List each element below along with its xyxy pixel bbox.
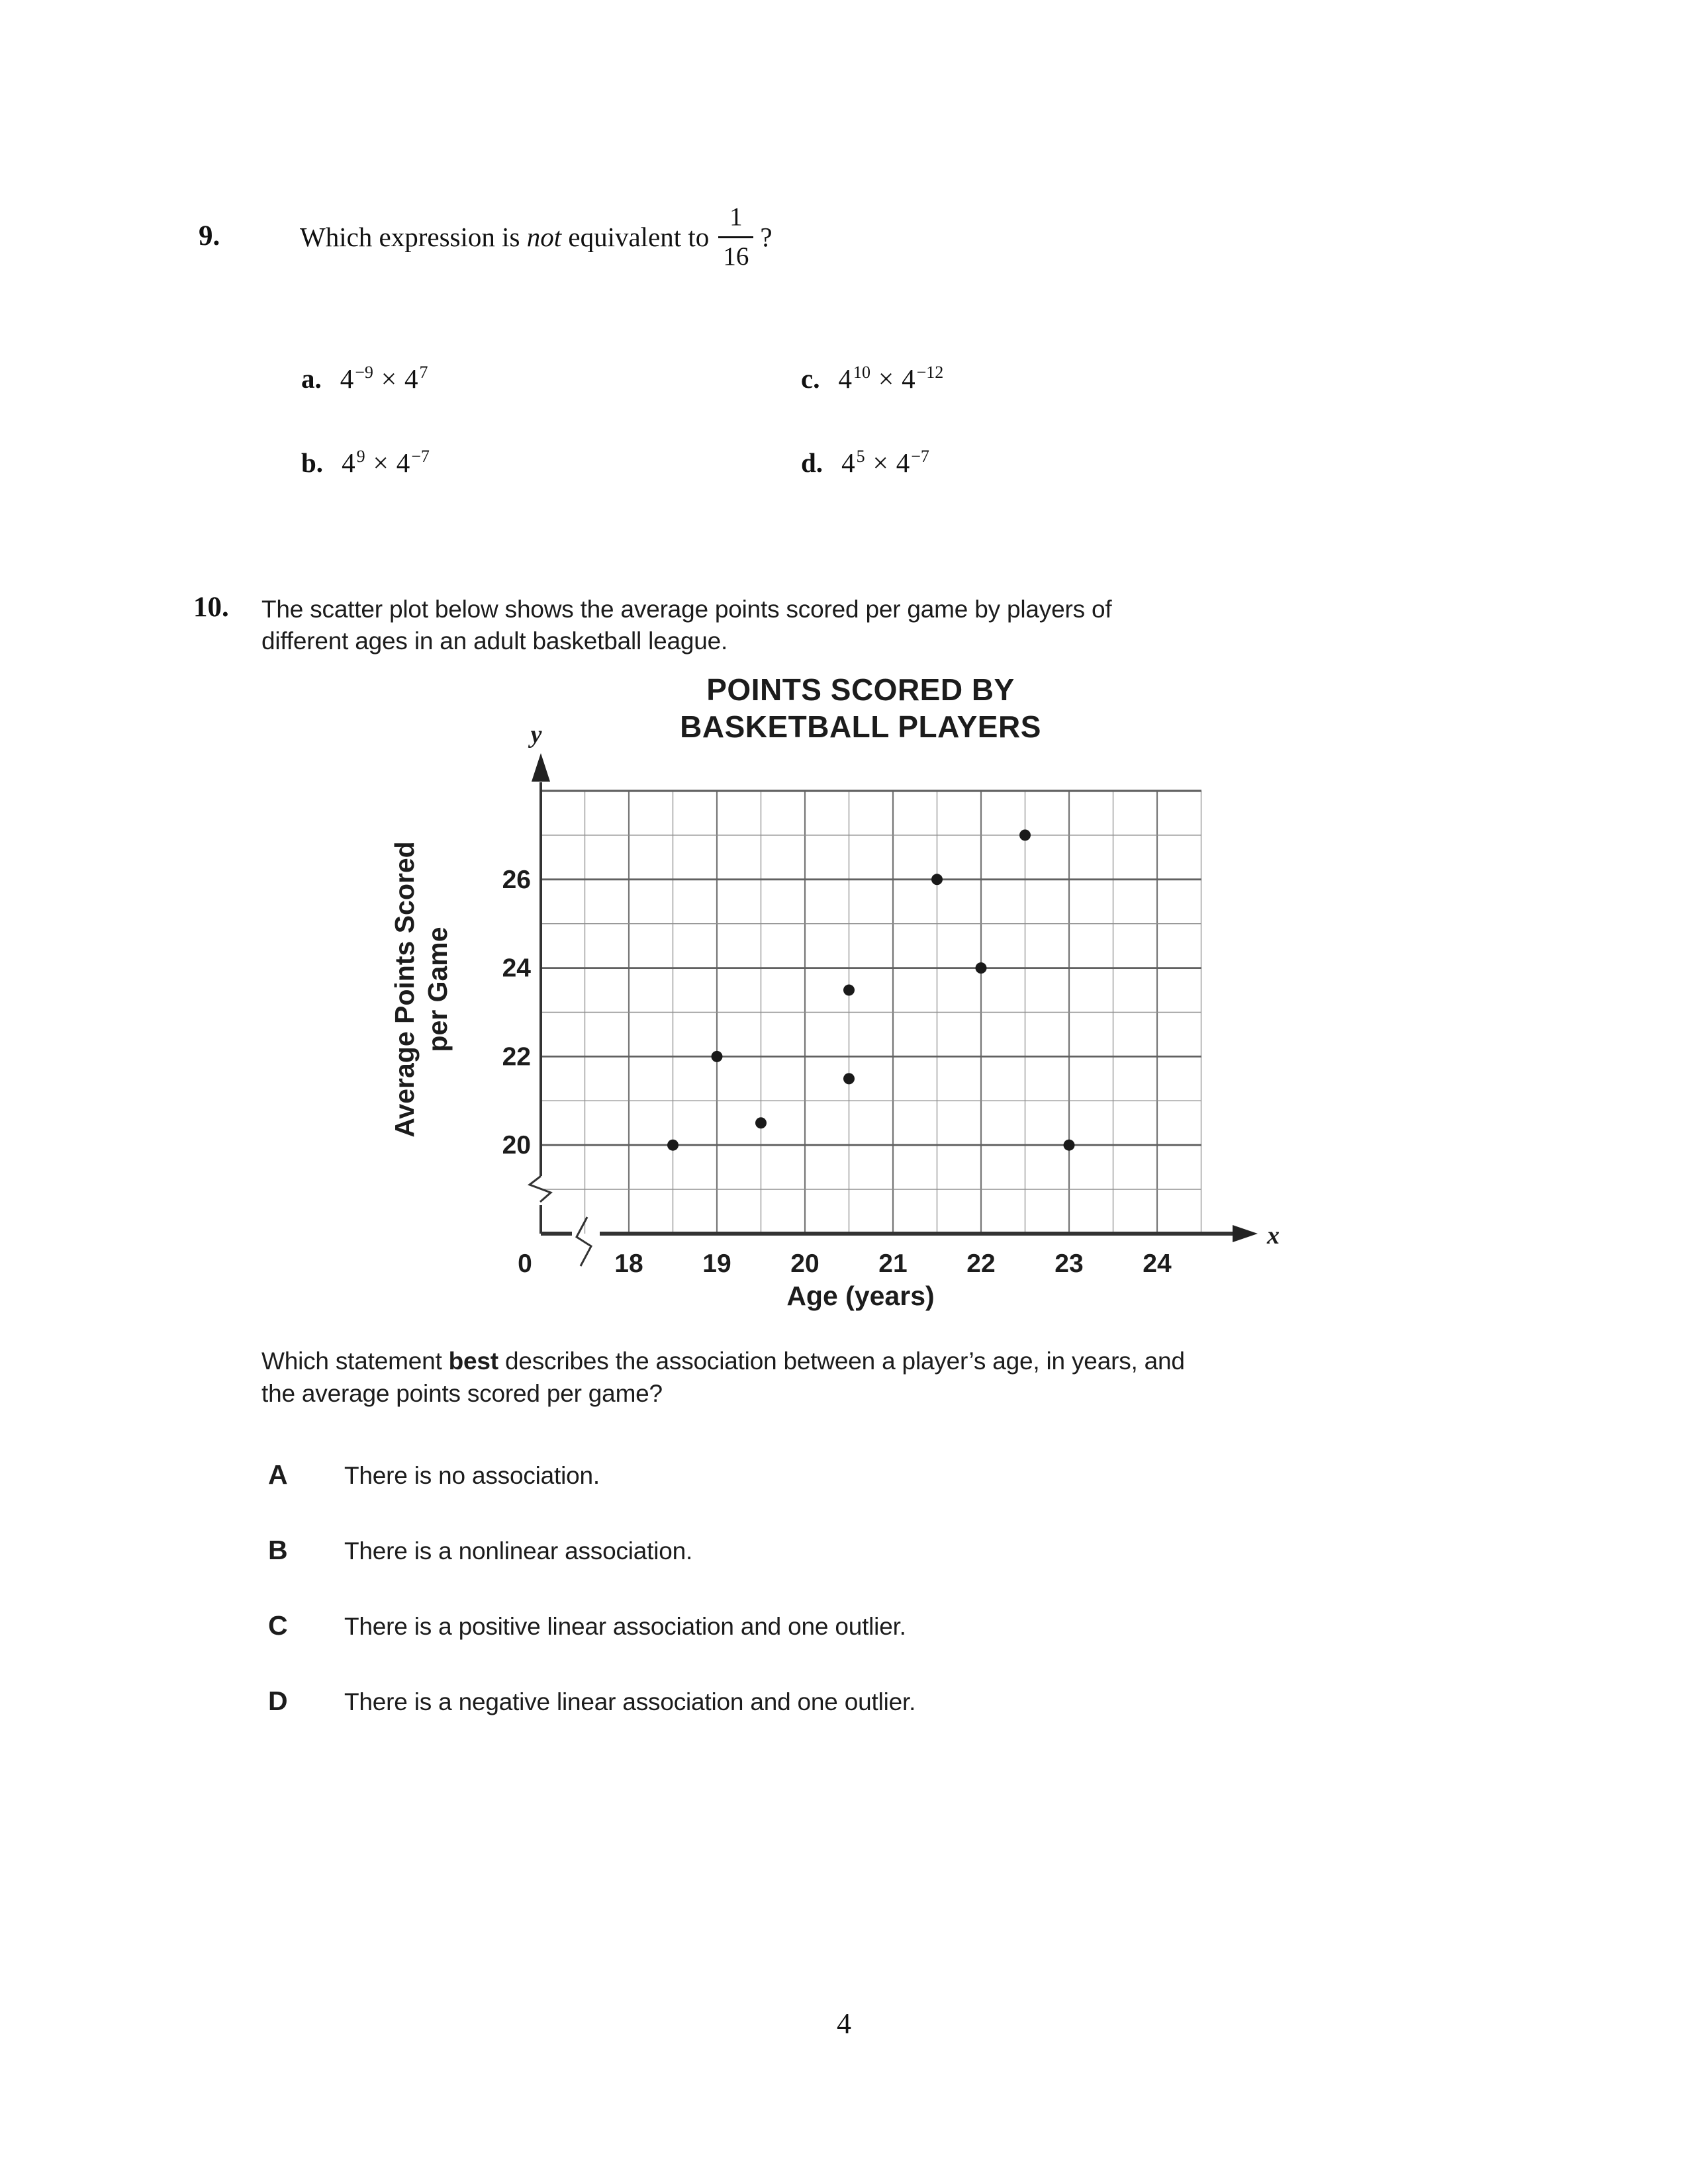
answer-letter: A bbox=[268, 1459, 288, 1490]
times-sign: × bbox=[381, 363, 397, 394]
expression-exponent: 7 bbox=[419, 363, 428, 383]
chart-title-line2: BASKETBALL PLAYERS bbox=[680, 709, 1041, 744]
q9-question-mark: ? bbox=[760, 222, 773, 252]
expression-exponent: −7 bbox=[411, 447, 430, 467]
scatter-plot bbox=[371, 655, 1297, 1330]
y-axis-letter: y bbox=[530, 721, 542, 749]
data-point-22.5-27 bbox=[1019, 829, 1031, 841]
x-tick-22: 22 bbox=[966, 1250, 996, 1278]
y-tick-22: 22 bbox=[502, 1042, 531, 1071]
expression-base: 4 bbox=[396, 447, 410, 478]
q9-text-before: Which expression is bbox=[300, 222, 527, 252]
answer-choice-B bbox=[268, 1535, 692, 1566]
question-9-text bbox=[300, 187, 773, 287]
x-axis-label: Age (years) bbox=[786, 1281, 935, 1311]
times-sign: × bbox=[373, 447, 389, 478]
choice-d bbox=[801, 447, 929, 478]
data-point-20.5-21.5 bbox=[843, 1073, 855, 1084]
origin-label: 0 bbox=[518, 1250, 532, 1278]
expression-exponent: −7 bbox=[911, 447, 929, 467]
expression-base: 4 bbox=[342, 447, 355, 478]
answer-text: There is a negative linear association and one outlier. bbox=[344, 1688, 916, 1715]
page-number: 4 bbox=[837, 2007, 851, 2040]
expression-base: 4 bbox=[340, 363, 354, 394]
choice-a bbox=[301, 363, 428, 394]
answer-choice-C bbox=[268, 1610, 906, 1641]
question-9-number: 9. bbox=[199, 220, 220, 251]
q10-prompt-line1: The scatter plot below shows the average points scored per game by players of bbox=[261, 596, 1112, 623]
data-point-22-24 bbox=[976, 962, 987, 974]
q10-question-line2: the average points scored per game? bbox=[261, 1380, 663, 1407]
chart-title-line1: POINTS SCORED BY bbox=[706, 672, 1015, 707]
question-10-number: 10. bbox=[193, 592, 229, 623]
fraction-bar bbox=[718, 236, 753, 238]
data-point-23-20 bbox=[1064, 1140, 1075, 1151]
q10-question-bold: best bbox=[448, 1347, 498, 1375]
fraction-numerator: 1 bbox=[729, 203, 743, 232]
x-axis-arrow bbox=[1233, 1225, 1258, 1242]
choice-letter: c. bbox=[801, 363, 820, 394]
answer-text: There is a nonlinear association. bbox=[344, 1537, 693, 1565]
q10-prompt-line2: different ages in an adult basketball league. bbox=[261, 627, 728, 655]
y-axis-label-line2: per Game bbox=[422, 927, 453, 1052]
q10-question-part2: describes the association between a player’s age, in years, and bbox=[498, 1347, 1185, 1375]
choice-expression bbox=[342, 447, 430, 478]
y-tick-20: 20 bbox=[502, 1131, 531, 1160]
x-tick-19: 19 bbox=[702, 1250, 731, 1278]
answer-choice-D bbox=[268, 1686, 915, 1717]
y-tick-26: 26 bbox=[502, 865, 531, 894]
expression-base: 4 bbox=[902, 363, 915, 394]
choice-c bbox=[801, 363, 943, 394]
choice-b bbox=[301, 447, 430, 478]
question-10-question bbox=[261, 1345, 1185, 1410]
expression-base: 4 bbox=[404, 363, 418, 394]
fraction-denominator: 16 bbox=[723, 242, 749, 271]
x-tick-20: 20 bbox=[790, 1250, 820, 1278]
expression-exponent: 10 bbox=[853, 363, 870, 383]
data-point-18.5-20 bbox=[667, 1140, 679, 1151]
times-sign: × bbox=[872, 447, 888, 478]
y-axis-label-line1: Average Points Scored bbox=[389, 841, 420, 1138]
data-point-19.5-20.5 bbox=[755, 1117, 767, 1128]
choice-letter: d. bbox=[801, 447, 823, 478]
expression-exponent: −9 bbox=[355, 363, 373, 383]
expression-exponent: −12 bbox=[916, 363, 944, 383]
fraction-1-16 bbox=[718, 202, 753, 271]
answer-text: There is a positive linear association and one outlier. bbox=[344, 1613, 906, 1640]
expression-exponent: 5 bbox=[856, 447, 865, 467]
x-axis-letter: x bbox=[1267, 1222, 1280, 1250]
q9-italic-word: not bbox=[526, 222, 562, 252]
data-point-19-22 bbox=[712, 1051, 723, 1062]
choice-letter: b. bbox=[301, 447, 324, 478]
answer-choice-A bbox=[268, 1459, 600, 1490]
choice-expression bbox=[838, 363, 943, 394]
x-tick-18: 18 bbox=[614, 1250, 643, 1278]
answer-letter: B bbox=[268, 1535, 288, 1565]
data-point-20.5-23.5 bbox=[843, 985, 855, 996]
expression-base: 4 bbox=[841, 447, 855, 478]
answer-text: There is no association. bbox=[344, 1462, 600, 1489]
expression-exponent: 9 bbox=[356, 447, 365, 467]
x-tick-21: 21 bbox=[878, 1250, 908, 1278]
y-tick-24: 24 bbox=[502, 954, 531, 983]
expression-base: 4 bbox=[838, 363, 852, 394]
choice-expression bbox=[340, 363, 428, 394]
question-10-prompt bbox=[261, 594, 1111, 657]
scatter-plot-svg bbox=[371, 655, 1297, 1330]
x-axis-break bbox=[577, 1217, 591, 1266]
q10-question-part1: Which statement bbox=[261, 1347, 449, 1375]
choice-letter: a. bbox=[301, 363, 322, 394]
choice-expression bbox=[841, 447, 929, 478]
q9-text-after: equivalent to bbox=[561, 222, 710, 252]
times-sign: × bbox=[878, 363, 894, 394]
x-tick-24: 24 bbox=[1143, 1250, 1172, 1278]
answer-letter: C bbox=[268, 1610, 288, 1641]
data-point-21.5-26 bbox=[931, 874, 943, 885]
answer-letter: D bbox=[268, 1686, 288, 1716]
expression-base: 4 bbox=[896, 447, 910, 478]
y-axis-arrow bbox=[532, 753, 550, 782]
x-tick-23: 23 bbox=[1055, 1250, 1084, 1278]
